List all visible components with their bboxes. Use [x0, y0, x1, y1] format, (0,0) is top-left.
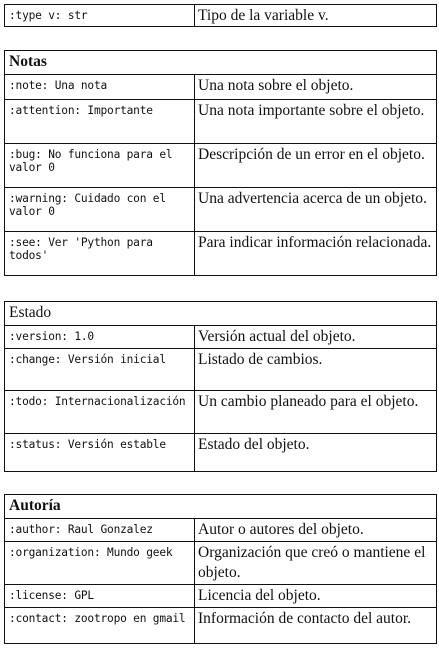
field-code: :todo: Internacionalización [5, 391, 195, 434]
section-title: Autoría [5, 495, 437, 519]
field-description: Tipo de la variable v. [195, 5, 437, 27]
table-row [5, 75, 437, 100]
table-row [5, 608, 437, 644]
table-row [5, 434, 437, 472]
field-description: Organización que creó o mantiene el objeto. [195, 542, 437, 585]
field-description: Para indicar información relacionada. [195, 232, 437, 276]
field-code: :see: Ver 'Python para todos' [5, 232, 195, 276]
table-row [5, 100, 437, 144]
notas-table [4, 50, 437, 276]
field-description: Autor o autores del objeto. [195, 519, 437, 542]
field-code: :organization: Mundo geek [5, 542, 195, 585]
field-code: :warning: Cuidado con el valor 0 [5, 188, 195, 232]
table-row [5, 542, 437, 585]
table-row [5, 188, 437, 232]
section-title: Notas [5, 51, 437, 75]
estado-table [4, 301, 437, 472]
table-row [5, 585, 437, 608]
type-table [4, 4, 437, 27]
field-code: :license: GPL [5, 585, 195, 608]
field-description: Listado de cambios. [195, 349, 437, 391]
table-row [5, 144, 437, 188]
table-row [5, 326, 437, 349]
field-description: Información de contacto del autor. [195, 608, 437, 644]
table-row [5, 232, 437, 276]
field-code: :attention: Importante [5, 100, 195, 144]
section-title: Estado [5, 302, 437, 326]
field-code: :change: Versión inicial [5, 349, 195, 391]
field-description: Una nota sobre el objeto. [195, 75, 437, 100]
table-row [5, 349, 437, 391]
field-description: Estado del objeto. [195, 434, 437, 472]
field-description: Licencia del objeto. [195, 585, 437, 608]
field-code: :author: Raul Gonzalez [5, 519, 195, 542]
field-code: :bug: No funciona para el valor 0 [5, 144, 195, 188]
field-description: Descripción de un error en el objeto. [195, 144, 437, 188]
autoria-table [4, 494, 437, 644]
field-code: :status: Versión estable [5, 434, 195, 472]
table-row [5, 519, 437, 542]
field-description: Una nota importante sobre el objeto. [195, 100, 437, 144]
field-code: :note: Una nota [5, 75, 195, 100]
table-row [5, 391, 437, 434]
field-description: Un cambio planeado para el objeto. [195, 391, 437, 434]
field-code: :contact: zootropo en gmail [5, 608, 195, 644]
field-code: :type v: str [5, 5, 195, 27]
field-description: Versión actual del objeto. [195, 326, 437, 349]
field-description: Una advertencia acerca de un objeto. [195, 188, 437, 232]
table-row [5, 5, 437, 27]
field-code: :version: 1.0 [5, 326, 195, 349]
